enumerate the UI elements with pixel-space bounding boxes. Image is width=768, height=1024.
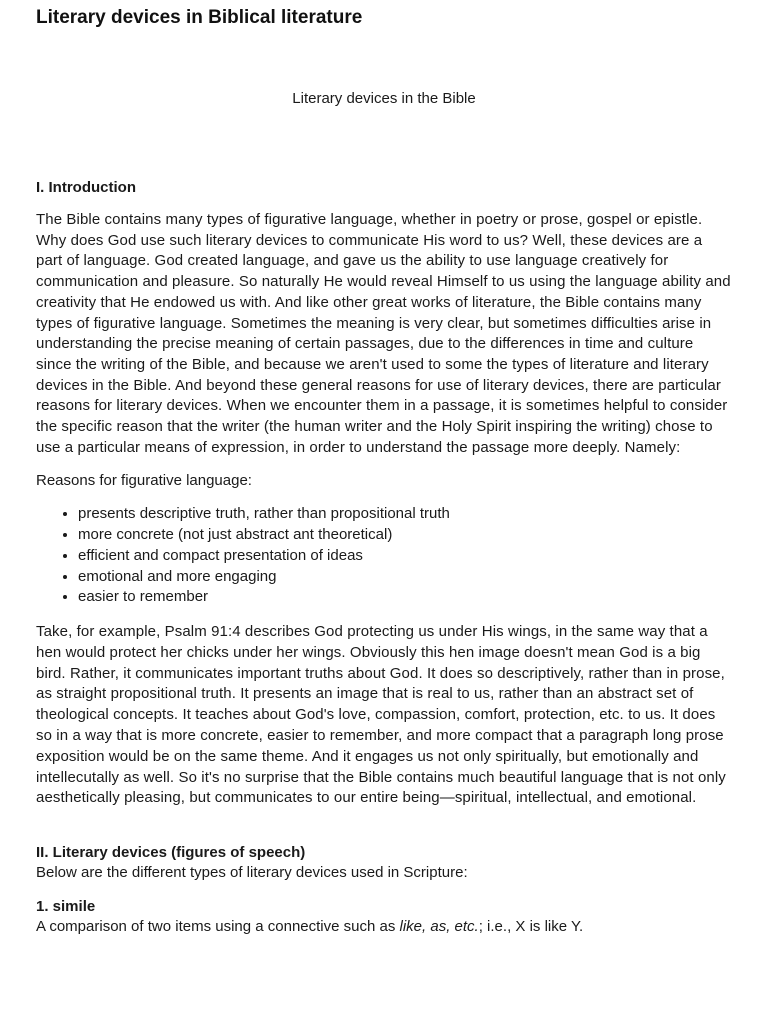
list-item: • emotional and more engaging bbox=[78, 567, 732, 588]
simile-definition-end: ; i.e., X is like Y. bbox=[478, 918, 584, 936]
example-paragraph: Take, for example, Psalm 91:4 describes God protecting us under His wings, in the same way that a hen would protect her chicks under her wings. Obviously this hen image doesn't mean God is a big bird. Rather, it communicates important truths about God. It does so descriptively, rather than in prose, as straight propositional truth. It presents an image that is real to us, rather than an abstract set of theological concepts. It teaches about God's love, compassion, comfort, protection, etc. to us. It does so in a way that is more concrete, easier to remember, and more compact that a paragraph long prose exposition would be on the same theme. And it engages us not only spiritually, but emotionally and intellecutally as well. So it's no surprise that the Bible contains much beautiful language that is not only aesthetically pleasing, but communicates to our entire being—spiritual, intellectual, and emotional. bbox=[36, 622, 726, 807]
simile-definition-start: A comparison of two items using a connective such as bbox=[36, 918, 400, 936]
simile-heading: 1. simile bbox=[36, 898, 96, 916]
document-subtitle: Literary devices in the Bible bbox=[292, 90, 476, 107]
literary-devices-intro: Below are the different types of literary devices used in Scripture: bbox=[36, 864, 468, 882]
introduction-heading: I. Introduction bbox=[36, 179, 136, 196]
list-item: • efficient and compact presentation of ideas bbox=[78, 546, 732, 567]
simile-connectives: like, as, etc. bbox=[399, 918, 479, 936]
list-item: • more concrete (not just abstract ant theoretical) bbox=[78, 525, 732, 546]
list-item: • easier to remember bbox=[78, 587, 732, 608]
reasons-label: Reasons for figurative language: bbox=[36, 472, 252, 490]
introduction-paragraph: The Bible contains many types of figurative language, whether in poetry or prose, gospel or epistle. Why does God use such literary devices to communicate His word to us? Well, these devices are a part of language. God created language, and gave us the ability to use language creatively for communication and pleasure. So naturally He would reveal Himself to us using the language ability and creativity that He endowed us with. And like other great works of literature, the Bible contains many types of figurative language. Sometimes the meaning is very clear, but sometimes difficulties arise in understanding the precise meaning of certain passages, due to the differences in time and culture since the writing of the Bible, and because we aren't used to some the types of literature and literary devices in the Bible. And beyond these general reasons for use of literary devices, there are particular reasons for literary devices. When we encounter them in a passage, it is sometimes helpful to consider the specific reason that the writer (the human writer and the Holy Spirit inspiring the writing) chose to use a particular means of expression, in order to understand the passage more deeply. Namely: bbox=[36, 211, 731, 456]
simile-definition bbox=[36, 917, 732, 937]
document-title: Literary devices in Biblical literature bbox=[36, 7, 363, 28]
reasons-list bbox=[36, 504, 732, 608]
list-item: • presents descriptive truth, rather than propositional truth bbox=[78, 504, 732, 525]
literary-devices-heading: II. Literary devices (figures of speech) bbox=[36, 844, 306, 862]
